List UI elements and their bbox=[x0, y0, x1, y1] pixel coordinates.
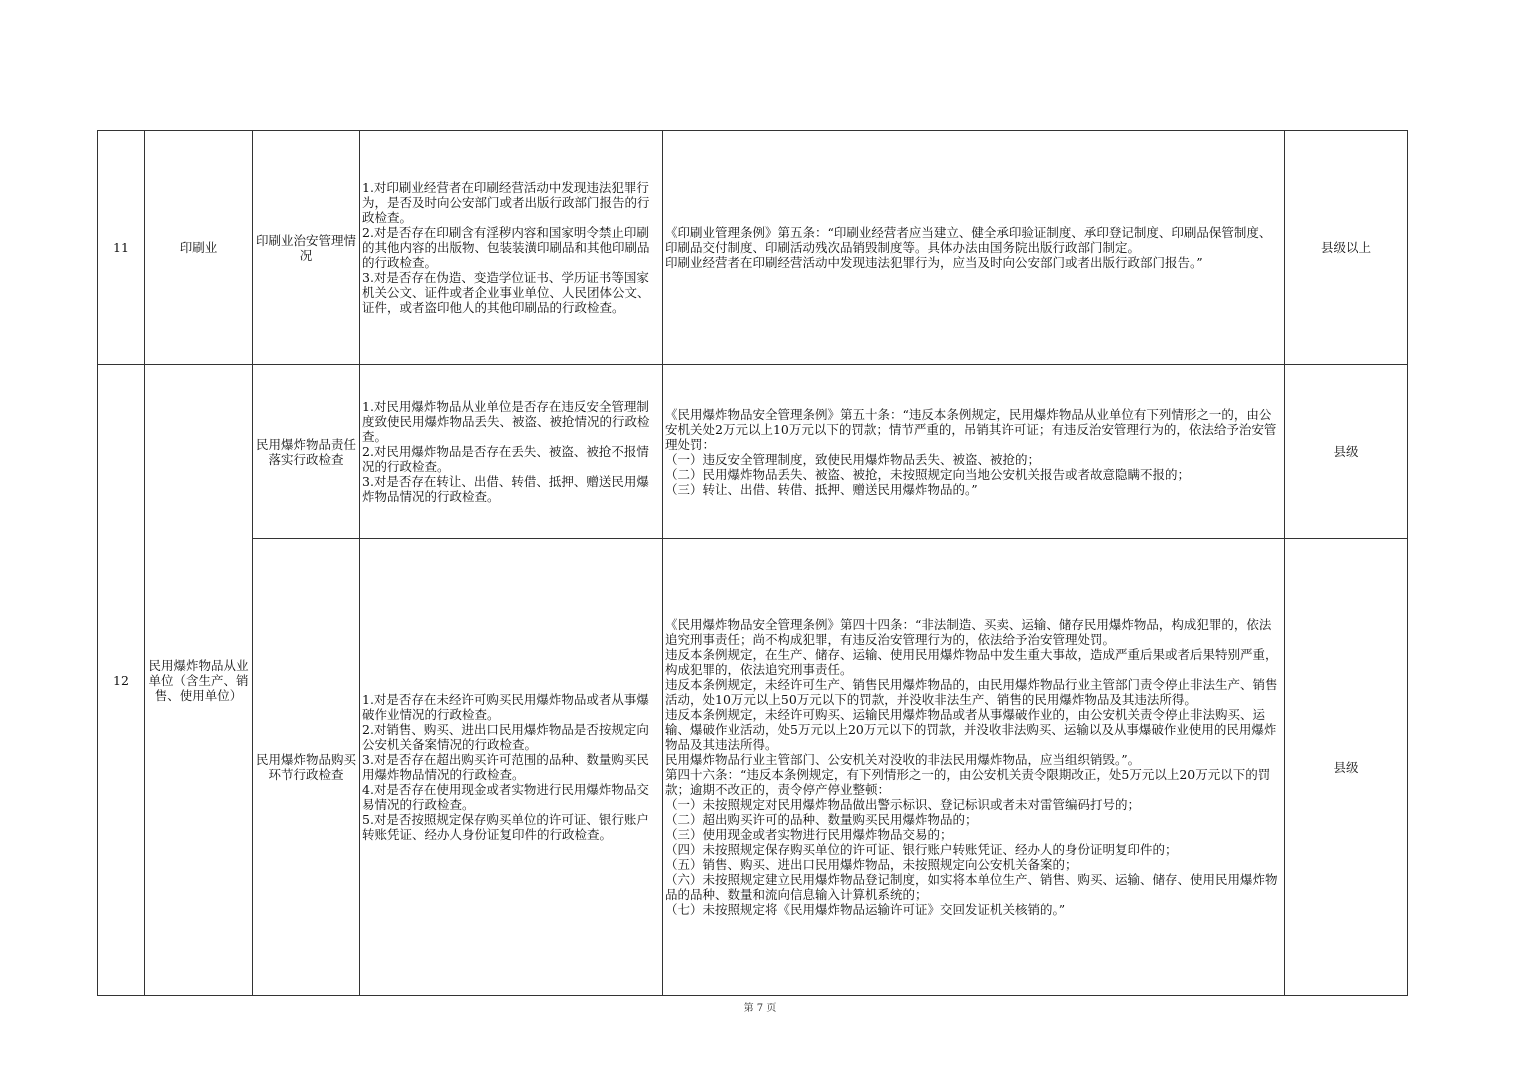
authority-level: 县级 bbox=[1285, 539, 1408, 996]
inspection-item: 民用爆炸物品责任落实行政检查 bbox=[253, 365, 360, 539]
row-number: 11 bbox=[98, 131, 145, 365]
table-row bbox=[98, 365, 1408, 539]
inspection-content: 1.对民用爆炸物品从业单位是否存在违反安全管理制度致使民用爆炸物品丢失、被盗、被抢情况的行政检查。 2.对民用爆炸物品是否存在丢失、被盗、被抢不报情况的行政检查。 3.对是否存在转让、出借、转借、抵押、赠送民用爆炸物品情况的行政检查。 bbox=[360, 365, 663, 539]
inspection-content: 1.对是否存在未经许可购买民用爆炸物品或者从事爆破作业情况的行政检查。 2.对销售、购买、进出口民用爆炸物品是否按规定向公安机关备案情况的行政检查。 3.对是否存在超出购买许可范围的品种、数量购买民用爆炸物品情况的行政检查。 4.对是否存在使用现金或者实物进行民用爆炸物品交易情况的行政检查。 5.对是否按照规定保存购买单位的许可证、银行账户转账凭证、经办人身份证复印件的行政检查。 bbox=[360, 539, 663, 996]
legal-basis: 《民用爆炸物品安全管理条例》第四十四条：“非法制造、买卖、运输、储存民用爆炸物品，构成犯罪的，依法追究刑事责任；尚不构成犯罪，有违反治安管理行为的，依法给予治安管理处罚。 违反本条例规定，在生产、储存、运输、使用民用爆炸物品中发生重大事故，造成严重后果或者后果特别严重，构成犯罪的，依法追究刑事责任。 违反本条例规定，未经许可生产、销售民用爆炸物品的，由民用爆炸物品行业主管部门责令停止非法生产、销售活动，处10万元以上50万元以下的罚款，并没收非法生产、销售的民用爆炸物品及其违法所得。 违反本条例规定，未经许可购买、运输民用爆炸物品或者从事爆破作业的，由公安机关责令停止非法购买、运输、爆破作业活动，处5万元以上20万元以下的罚款，并没收非法购买、运输以及从事爆破作业使用的民用爆炸物品及其违法所得。 民用爆炸物品行业主管部门、公安机关对没收的非法民用爆炸物品，应当组织销毁。”。 第四十六条：“违反本条例规定，有下列情形之一的，由公安机关责令限期改正，处5万元以上20万元以下的罚款；逾期不改正的，责令停产停业整顿： （一）未按照规定对民用爆炸物品做出警示标识、登记标识或者未对雷管编码打号的； （二）超出购买许可的品种、数量购买民用爆炸物品的； （三）使用现金或者实物进行民用爆炸物品交易的； （四）未按照规定保存购买单位的许可证、银行账户转账凭证、经办人的身份证明复印件的； （五）销售、购买、进出口民用爆炸物品，未按照规定向公安机关备案的； （六）未按照规定建立民用爆炸物品登记制度，如实将本单位生产、销售、购买、运输、储存、使用民用爆炸物品的品种、数量和流向信息输入计算机系统的； （七）未按照规定将《民用爆炸物品运输许可证》交回发证机关核销的。” bbox=[663, 539, 1285, 996]
legal-basis: 《民用爆炸物品安全管理条例》第五十条：“违反本条例规定，民用爆炸物品从业单位有下列情形之一的，由公安机关处2万元以上10万元以下的罚款；情节严重的，吊销其许可证；有违反治安管理行为的，依法给予治安管理处罚： （一）违反安全管理制度，致使民用爆炸物品丢失、被盗、被抢的； （二）民用爆炸物品丢失、被盗、被抢，未按照规定向当地公安机关报告或者故意隐瞒不报的； （三）转让、出借、转借、抵押、赠送民用爆炸物品的。” bbox=[663, 365, 1285, 539]
table-row bbox=[98, 131, 1408, 365]
legal-basis: 《印刷业管理条例》第五条：“印刷业经营者应当建立、健全承印验证制度、承印登记制度、印刷品保管制度、印刷品交付制度、印刷活动残次品销毁制度等。具体办法由国务院出版行政部门制定。 印刷业经营者在印刷经营活动中发现违法犯罪行为，应当及时向公安部门或者出版行政部门报告。” bbox=[663, 131, 1285, 365]
inspection-content: 1.对印刷业经营者在印刷经营活动中发现违法犯罪行为，是否及时向公安部门或者出版行政部门报告的行政检查。 2.对是否存在印刷含有淫秽内容和国家明令禁止印刷的其他内容的出版物、包装装潢印刷品和其他印刷品的行政检查。 3.对是否存在伪造、变造学位证书、学历证书等国家机关公文、证件或者企业事业单位、人民团体公文、证件，或者盗印他人的其他印刷品的行政检查。 bbox=[360, 131, 663, 365]
authority-level: 县级 bbox=[1285, 365, 1408, 539]
category-cell: 印刷业 bbox=[145, 131, 253, 365]
category-cell: 民用爆炸物品从业单位（含生产、销售、使用单位） bbox=[145, 365, 253, 996]
table-row bbox=[98, 539, 1408, 996]
inspection-item: 印刷业治安管理情况 bbox=[253, 131, 360, 365]
inspection-item: 民用爆炸物品购买环节行政检查 bbox=[253, 539, 360, 996]
authority-level: 县级以上 bbox=[1285, 131, 1408, 365]
row-number: 12 bbox=[98, 365, 145, 996]
page-footer: 第 7 页 bbox=[743, 1003, 777, 1014]
regulation-table bbox=[97, 130, 1408, 996]
